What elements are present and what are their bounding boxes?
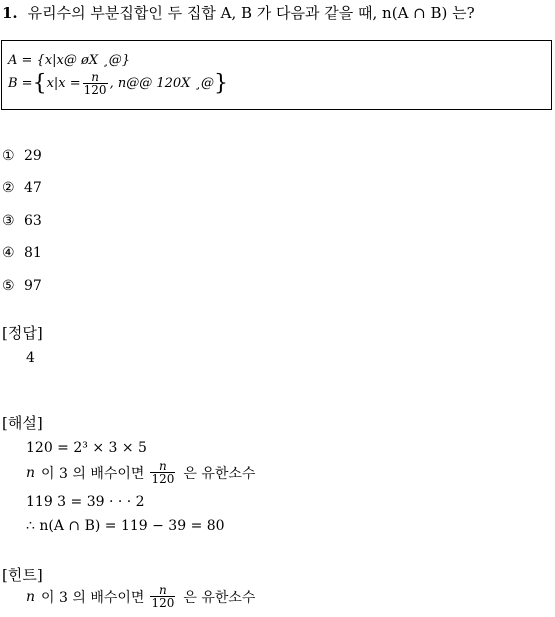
answer-label: [정답] [2,324,43,342]
choice-1[interactable] [2,148,42,164]
explanation-line-3: 119 3 = 39 · · · 2 [26,494,145,510]
explanation-line-4: ∴ n(A ∩ B) = 119 − 39 = 80 [26,518,225,534]
choice-2-mark: ② [2,180,15,196]
choice-2-value: 47 [24,180,42,196]
hint-fraction-denominator: 120 [151,596,175,610]
choice-1-mark: ① [2,148,15,164]
set-b-definition [8,71,228,96]
explanation-fraction-numerator: n [159,459,167,473]
choice-3-value: 63 [24,213,42,229]
choice-5[interactable] [2,278,42,294]
hint-var: n [26,588,36,605]
choice-4-value: 81 [24,245,42,261]
choice-2[interactable] [2,180,42,196]
answer-value: 4 [26,350,35,366]
hint-fraction-numerator: n [159,583,167,597]
explanation-line-1: 120 = 2³ × 3 × 5 [26,440,147,456]
question-text: 유리수의 부분집합인 두 집합 A, B 가 다음과 같을 때, n(A ∩ B) 는? [27,4,475,22]
set-definition-box [1,40,552,110]
set-a-definition: A = {x|x@ øX ¸@} [8,53,130,68]
set-b-fraction-numerator: n [91,70,99,84]
set-b-open-brace: { [32,70,47,96]
hint-tail: 은 유한소수 [183,589,256,606]
choice-5-mark: ⑤ [2,278,15,294]
set-b-close-brace: } [214,70,229,96]
set-b-fraction-denominator: 120 [83,83,107,97]
explanation-line-2 [26,460,255,485]
set-b-condition: , n@@ 120X ¸@ [109,76,215,91]
set-b-lhs: x|x = [46,76,81,91]
choice-4-mark: ④ [2,245,15,261]
explanation-line-2-tail: 은 유한소수 [183,465,256,482]
explanation-label: [해설] [2,414,43,432]
choice-4[interactable] [2,245,42,261]
question-number: 1. [2,4,18,22]
hint-label: [힌트] [2,566,43,584]
choice-3[interactable] [2,213,42,229]
set-b-fraction [83,71,108,96]
choice-5-value: 97 [24,278,42,294]
set-b-prefix: B = [8,76,33,91]
hint-fraction [150,584,175,609]
explanation-fraction-denominator: 120 [151,472,175,486]
explanation-line-2-var: n [26,464,36,481]
explanation-fraction [150,460,175,485]
choice-3-mark: ③ [2,213,15,229]
choice-1-value: 29 [24,148,42,164]
hint-line [26,584,255,609]
explanation-line-2-text: 이 3 의 배수이면 [41,465,145,482]
question-title [2,2,475,23]
hint-text: 이 3 의 배수이면 [41,589,145,606]
